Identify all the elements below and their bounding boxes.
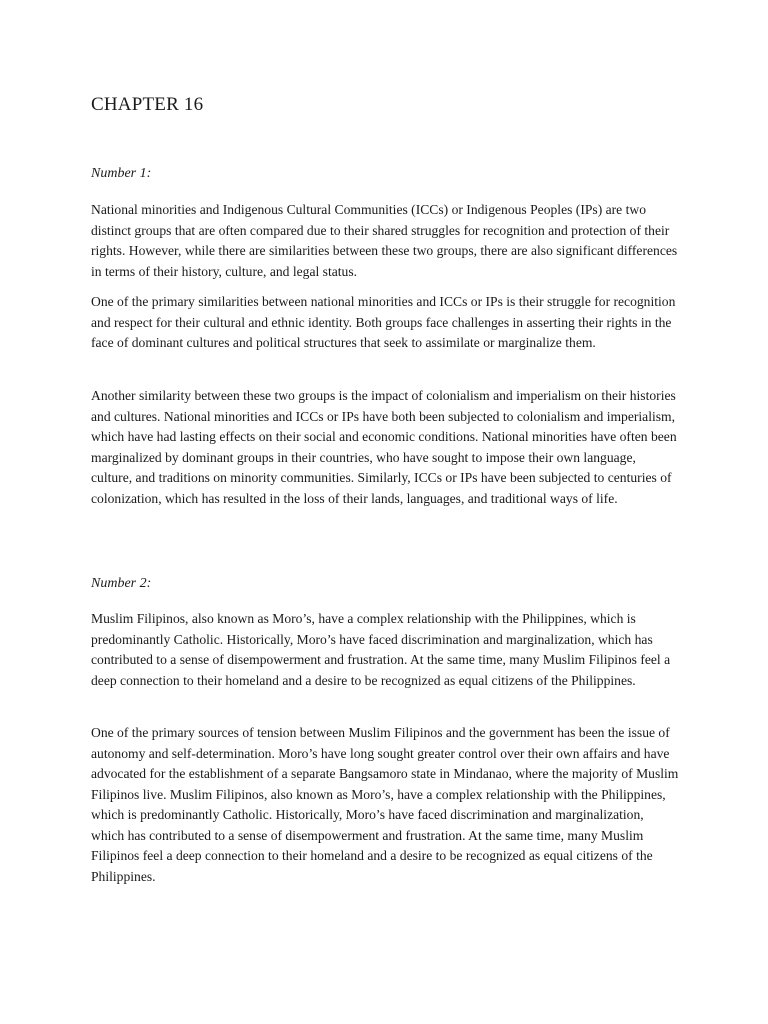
paragraph: One of the primary similarities between national minorities and ICCs or IPs is their struggle for recognition and respect for their cultural and ethnic identity. Both groups face challenges in asserting their rights in the face of dominant cultures and political structures that seek to assimilate or marginalize them. [91,294,676,350]
chapter-title: CHAPTER 16 [91,94,204,115]
paragraph: One of the primary sources of tension between Muslim Filipinos and the government has been the issue of autonomy and self-determination. Moro’s have long sought greater control over their own affairs and have advocated for the establishment of a separate Bangsamoro state in Mindanao, where the majority of Muslim Filipinos live. Muslim Filipinos, also known as Moro’s, have a complex relationship with the Philippines, which is predominantly Catholic. Historically, Moro’s have faced discrimination and marginalization, which has contributed to a sense of disempowerment and frustration. At the same time, many Muslim Filipinos feel a deep connection to their homeland and a desire to be recognized as equal citizens of the Philippines. [91,725,679,884]
paragraph: National minorities and Indigenous Cultural Communities (ICCs) or Indigenous Peoples (IPs) are two distinct groups that are often compared due to their shared struggles for recognition and protection of their rights. However, while there are similarities between these two groups, there are also significant differences in terms of their history, culture, and legal status. [91,202,678,279]
section-heading: Number 1: [91,166,152,181]
paragraph: Muslim Filipinos, also known as Moro’s, have a complex relationship with the Philippines, which is predominantly Catholic. Historically, Moro’s have faced discrimination and marginalization, which has contributed to a sense of disempowerment and frustration. At the same time, many Muslim Filipinos feel a deep connection to their homeland and a desire to be recognized as equal citizens of the Philippines. [91,611,671,688]
paragraph: Another similarity between these two groups is the impact of colonialism and imperialism on their histories and cultures. National minorities and ICCs or IPs have both been subjected to colonialism and imperialism, which have had lasting effects on their social and economic conditions. National minorities have often been marginalized by dominant groups in their countries, who have sought to impose their own language, culture, and traditions on minority communities. Similarly, ICCs or IPs have been subjected to centuries of colonization, which has resulted in the loss of their lands, languages, and traditional ways of life. [91,388,677,506]
section-heading: Number 2: [91,576,152,591]
